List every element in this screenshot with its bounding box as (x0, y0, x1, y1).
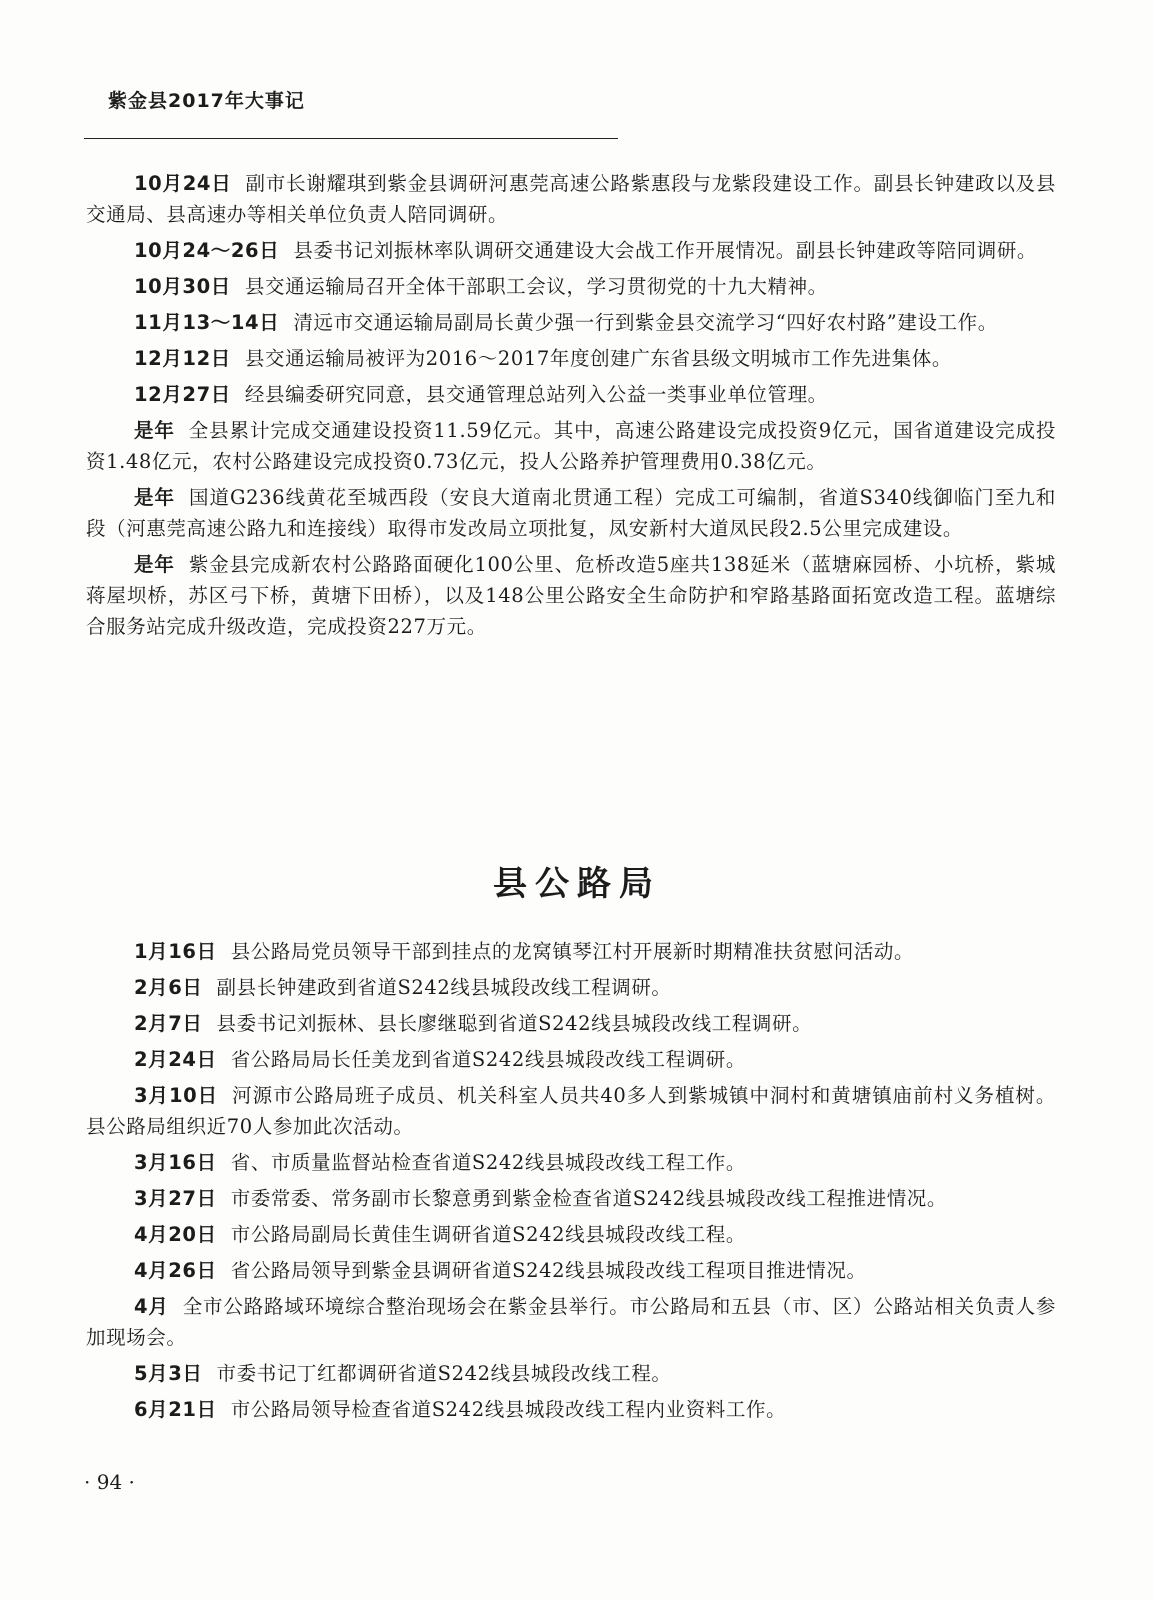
entry-date: 2月6日 (134, 976, 203, 999)
chronicle-entry (86, 1255, 1056, 1286)
chronicle-entry (86, 1044, 1056, 1075)
entry-text: 市公路局领导检查省道S242线县城段改线工程内业资料工作。 (230, 1398, 787, 1421)
entry-date: 12月12日 (134, 347, 231, 370)
chronicle-entry (86, 343, 1056, 374)
entry-text: 紫金县完成新农村公路路面硬化100公里、危桥改造5座共138延米（蓝塘麻园桥、小坑桥，紫城蒋屋坝桥，苏区弓下桥，黄塘下田桥），以及148公里公路安全生命防护和窄路基路面拓宽改造工程。蓝塘综合服务站完成升级改造，完成投资227万元。 (86, 553, 1056, 638)
entry-text: 市公路局副局长黄佳生调研省道S242线县城段改线工程。 (230, 1223, 746, 1246)
chronicle-entry (86, 1147, 1056, 1178)
chronicle-entry (86, 972, 1056, 1003)
entry-text: 县交通运输局召开全体干部职工会议，学习贯彻党的十九大精神。 (244, 275, 828, 298)
section-1-entries (86, 168, 1056, 647)
entry-date: 10月24日 (134, 172, 232, 195)
entry-text: 省、市质量监督站检查省道S242线县城段改线工程工作。 (230, 1151, 746, 1174)
entry-date: 3月16日 (134, 1151, 217, 1174)
entry-text: 经县编委研究同意，县交通管理总站列入公益一类事业单位管理。 (244, 383, 828, 406)
entry-date: 4月20日 (134, 1223, 217, 1246)
header-rule (84, 138, 618, 139)
entry-text: 市委常委、常务副市长黎意勇到紫金检查省道S242线县城段改线工程推进情况。 (230, 1187, 947, 1210)
section-title: 县公路局 (493, 864, 661, 904)
entry-text: 全县累计完成交通建设投资11.59亿元。其中，高速公路建设完成投资9亿元，国省道建设完成投资1.48亿元，农村公路建设完成投资0.73亿元，投人公路养护管理费用0.38亿元。 (86, 419, 1057, 473)
entry-text: 县委书记刘振林、县长廖继聪到省道S242线县城段改线工程调研。 (216, 1012, 813, 1035)
running-head: 紫金县2017年大事记 (108, 90, 305, 112)
entry-text: 河源市公路局班子成员、机关科室人员共40多人到紫城镇中洞村和黄塘镇庙前村义务植树。县公路局组织近70人参加此次活动。 (86, 1084, 1056, 1138)
entry-text: 市委书记丁红都调研省道S242线县城段改线工程。 (216, 1362, 672, 1385)
entry-date: 4月26日 (134, 1259, 217, 1282)
chronicle-entry (86, 1080, 1056, 1142)
entry-date: 10月30日 (134, 275, 231, 298)
entry-date: 11月13～14日 (134, 311, 280, 334)
entry-text: 省公路局局长任美龙到省道S242线县城段改线工程调研。 (230, 1048, 746, 1071)
chronicle-entry (86, 271, 1056, 302)
entry-text: 县交通运输局被评为2016～2017年度创建广东省县级文明城市工作先进集体。 (244, 347, 952, 370)
chronicle-entry (86, 1358, 1056, 1389)
entry-text: 副市长谢耀琪到紫金县调研河惠莞高速公路紫惠段与龙紫段建设工作。副县长钟建政以及县交通局、县高速办等相关单位负责人陪同调研。 (86, 172, 1056, 226)
chronicle-entry (86, 482, 1056, 544)
entry-text: 全市公路路域环境综合整治现场会在紫金县举行。市公路局和五县（市、区）公路站相关负责人参加现场会。 (86, 1295, 1056, 1349)
entry-date: 2月24日 (134, 1048, 217, 1071)
chronicle-entry (86, 307, 1056, 338)
entry-date: 10月24～26日 (134, 239, 280, 262)
section-2-entries (86, 936, 1056, 1430)
entry-date: 2月7日 (134, 1012, 203, 1035)
chronicle-entry (86, 415, 1056, 477)
page-number: · 94 · (84, 1470, 135, 1494)
entry-date: 5月3日 (134, 1362, 203, 1385)
chronicle-entry (86, 1183, 1056, 1214)
entry-date: 3月27日 (134, 1187, 217, 1210)
entry-date: 是年 (134, 553, 175, 576)
chronicle-entry (86, 936, 1056, 967)
entry-date: 4月 (134, 1295, 169, 1318)
entry-text: 国道G236线黄花至城西段（安良大道南北贯通工程）完成工可编制，省道S340线御临门至九和段（河惠莞高速公路九和连接线）取得市发改局立项批复，凤安新村大道凤民段2.5公里完成建设。 (86, 486, 1057, 540)
chronicle-entry (86, 1394, 1056, 1425)
entry-text: 县委书记刘振林率队调研交通建设大会战工作开展情况。副县长钟建政等陪同调研。 (293, 239, 1038, 262)
chronicle-entry (86, 549, 1056, 642)
entry-text: 副县长钟建政到省道S242线县城段改线工程调研。 (216, 976, 672, 999)
entry-date: 3月10日 (134, 1084, 219, 1107)
entry-date: 是年 (134, 486, 175, 509)
chronicle-entry (86, 379, 1056, 410)
entry-date: 1月16日 (134, 940, 217, 963)
entry-date: 6月21日 (134, 1398, 217, 1421)
chronicle-entry (86, 235, 1056, 266)
entry-text: 省公路局领导到紫金县调研省道S242线县城段改线工程项目推进情况。 (230, 1259, 867, 1282)
chronicle-entry (86, 1291, 1056, 1353)
entry-date: 12月27日 (134, 383, 231, 406)
entry-text: 清远市交通运输局副局长黄少强一行到紫金县交流学习“四好农村路”建设工作。 (293, 311, 998, 334)
chronicle-entry (86, 168, 1056, 230)
chronicle-entry (86, 1219, 1056, 1250)
chronicle-entry (86, 1008, 1056, 1039)
entry-date: 是年 (134, 419, 175, 442)
entry-text: 县公路局党员领导干部到挂点的龙窝镇琴江村开展新时期精准扶贫慰问活动。 (230, 940, 915, 963)
